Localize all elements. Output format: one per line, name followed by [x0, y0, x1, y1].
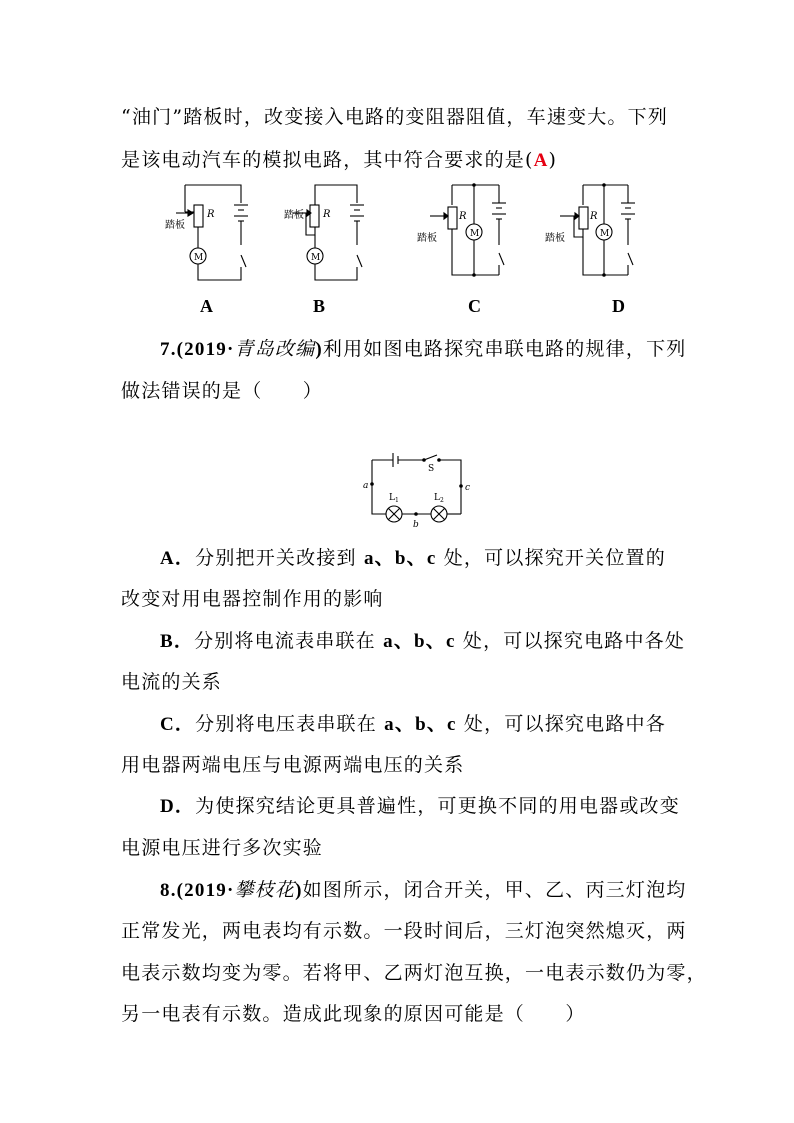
pedal-label-d: 踏板: [545, 233, 565, 244]
option-label-d: D: [612, 296, 625, 316]
choice-b-points: a、b、c: [383, 631, 456, 652]
q7-choice-d-line2: 电源电压进行多次实验: [121, 837, 324, 859]
q6-answer: A: [533, 150, 549, 171]
q7-choice-a-line2: 改变对用电器控制作用的影响: [121, 588, 384, 610]
q7-choice-b-line1: [160, 628, 685, 655]
lamp1-label: $L_1$: [389, 493, 399, 504]
point-a-label: a: [363, 481, 369, 491]
q7-number: 7.: [160, 339, 177, 360]
choice-a-points: a、b、c: [363, 548, 437, 569]
choice-d-text: 为使探究结论更具普遍性，可更换不同的用电器或改变: [195, 795, 680, 817]
q7-choice-b-line2: 电流的关系: [121, 671, 223, 693]
point-c-label: c: [465, 483, 471, 493]
circuit-a: [176, 185, 248, 280]
choice-d-letter: D．: [160, 796, 196, 817]
resistor-label-d: R: [590, 211, 598, 222]
choice-c-text: 分别将电压表串联在: [195, 713, 385, 735]
choice-a-text: 分别把开关改接到: [195, 547, 364, 569]
choice-a-text-post: 处，可以探究开关位置的: [436, 547, 666, 569]
pedal-label-a: 踏板: [165, 220, 185, 231]
q7-source: (2019·: [176, 339, 235, 360]
option-label-c: C: [468, 296, 481, 316]
lamp2-label: $L_2$: [434, 493, 444, 504]
q6-stem-line2: [121, 147, 557, 174]
pedal-label-b: 踏板: [284, 210, 304, 221]
switch-label: S: [428, 464, 435, 474]
q8-stem-line4: 另一电表有示数。造成此现象的原因可能是（ ）: [121, 1003, 586, 1025]
option-label-b: B: [313, 296, 326, 316]
choice-b-letter: B．: [160, 631, 195, 652]
choice-b-text: 分别将电流表串联在: [194, 630, 384, 652]
q8-source-close: ): [295, 880, 303, 901]
q7-choice-c-line2: 用电器两端电压与电源两端电压的关系: [121, 754, 465, 776]
resistor-label-a: R: [207, 209, 215, 220]
q8-source-place: 攀枝花: [234, 879, 296, 901]
circuit-b: [293, 185, 364, 280]
motor-label-b: M: [311, 253, 321, 263]
q7-choice-a-line1: [160, 545, 666, 572]
choice-a-letter: A．: [160, 548, 196, 569]
q8-number: 8.: [160, 880, 177, 901]
q6-close-paren: ): [548, 149, 558, 171]
resistor-label-b: R: [323, 209, 331, 220]
pedal-label-c: 踏板: [417, 233, 437, 244]
choice-c-points: a、b、c: [384, 714, 457, 735]
resistor-label-c: R: [459, 211, 467, 222]
q7-choice-d-line1: [160, 793, 680, 820]
q8-stem-rest: 如图所示，闭合开关，甲、乙、丙三灯泡均: [302, 879, 687, 901]
q7-choice-c-line1: [160, 711, 666, 738]
motor-label-a: M: [194, 253, 204, 263]
q7-stem-line1: [160, 336, 686, 363]
circuit-c: [430, 185, 506, 275]
q7-stem-rest: 利用如图电路探究串联电路的规律，下列: [322, 338, 687, 360]
choice-c-text-post: 处，可以探究电路中各: [456, 713, 666, 735]
q8-stem-line2: 正常发光，两电表均有示数。一段时间后，三灯泡突然熄灭，两: [121, 920, 687, 942]
choice-c-letter: C．: [160, 714, 196, 735]
q8-source: (2019·: [176, 880, 235, 901]
q6-stem-line1: “油门”踏板时，改变接入电路的变阻器阻值，车速变大。下列: [121, 106, 669, 128]
q7-source-place: 青岛改编: [234, 338, 316, 360]
q7-series-circuit: [355, 450, 485, 530]
option-label-a: A: [200, 296, 213, 316]
motor-label-d: M: [600, 229, 610, 239]
q6-stem-text: 是该电动汽车的模拟电路，其中符合要求的是(: [121, 149, 534, 171]
motor-label-c: M: [470, 229, 480, 239]
q7-stem-line2: 做法错误的是（ ）: [121, 380, 324, 402]
q7-source-close: ): [315, 339, 323, 360]
circuit-d: [560, 185, 635, 275]
q8-stem-line3: 电表示数均变为零。若将甲、乙两灯泡互换，一电表示数仍为零，: [121, 962, 707, 984]
point-b-label: b: [413, 520, 419, 530]
q8-stem-line1: [160, 877, 686, 904]
choice-b-text-post: 处，可以探究电路中各处: [455, 630, 686, 652]
q6-circuit-diagrams: [0, 175, 794, 315]
